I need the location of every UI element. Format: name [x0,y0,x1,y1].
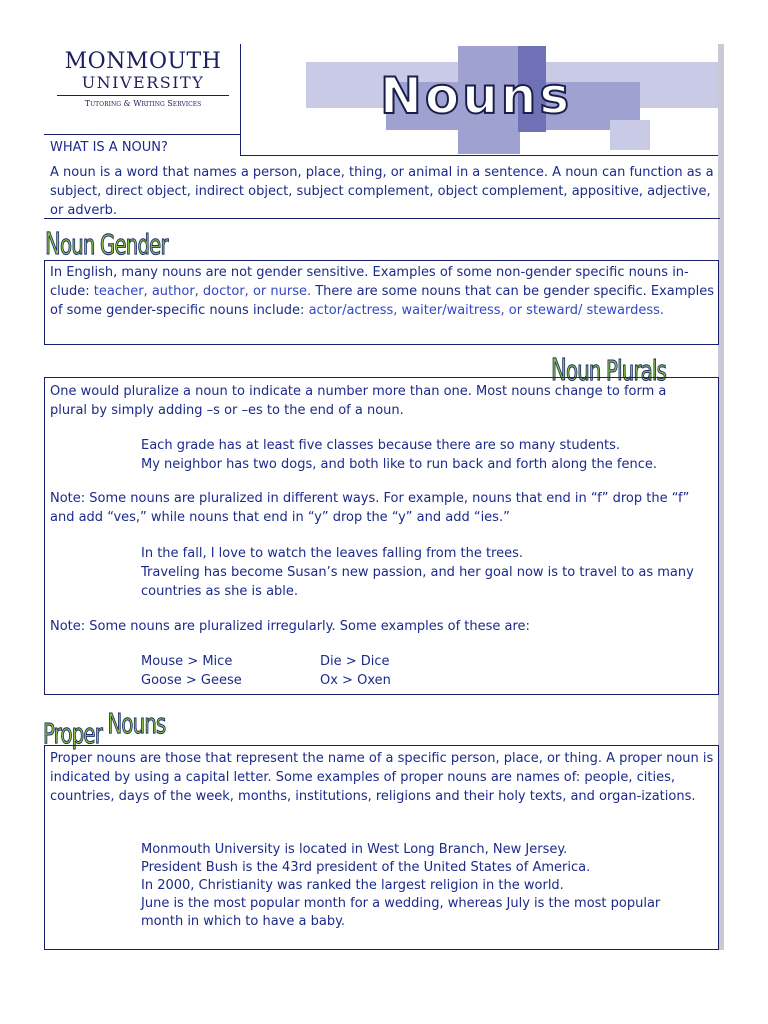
irregular-plural: Ox > Oxen [320,673,391,688]
proper-example: June is the most popular month for a wedding, whereas July is the most popular [141,896,661,911]
irregular-plural: Die > Dice [320,654,390,669]
plurals-note-2: Note: Some nouns are pluralized irregularly. Some examples of these are: [50,619,530,634]
plurals-note-1: Note: Some nouns are pluralized in different ways. For example, nouns that end in “f” drop the “f” and add “ves,” while nouns that end in “y” drop the “y” and add “ies.” [50,491,690,525]
university-logo [46,50,240,122]
noun-plurals-heading: Noun Plurals [551,353,667,388]
proper-example: month in which to have a baby. [141,914,346,929]
proper-example: Monmouth University is located in West Long Branch, New Jersey. [141,842,568,857]
irregular-plural: Goose > Geese [141,673,242,688]
plural-example: Traveling has become Susan’s new passion, and her goal now is to travel to as many [141,565,694,580]
plurals-intro-text: One would pluralize a noun to indicate a number more than one. Most nouns change to form a plural by simply adding –s or –es to the end of a noun. [50,384,667,418]
intro-bottom-rule [44,218,720,219]
proper-example: President Bush is the 43rd president of the United States of America. [141,860,591,875]
banner-graphic [300,44,718,154]
intro-heading: WHAT IS A NOUN? [50,140,168,155]
plural-example: Each grade has at least five classes because there are so many students. [141,438,621,453]
banner-block-light-small [610,120,650,150]
header-horizontal-rule [44,134,241,135]
banner-title: Nouns [380,67,573,125]
proper-intro-text: Proper nouns are those that represent the name of a specific person, place, or thing. A proper noun is indicated by using a capital letter. Some examples of proper nouns are names of: people, cities, countries, days of the week, months, institutions, religions and their holy texts, and organ-izations. [50,751,714,804]
proper-example: In 2000, Christianity was ranked the largest religion in the world. [141,878,564,893]
header-vertical-rule [240,44,241,156]
noun-gender-text: In English, many nouns are not gender sensitive. Examples of some non-gender specific nouns in-clude: teacher, author, doctor, or nurse. There are some nouns that can be gender specific. Examples of some gender-specific nouns include: actor/actress, waiter/waitress, or steward/ stewardess. [50,265,715,318]
header-bottom-rule [240,155,718,156]
plural-example: My neighbor has two dogs, and both like to run back and forth along the fence. [141,457,657,472]
irregular-plural: Mouse > Mice [141,654,233,669]
noun-gender-heading: Noun Gender [45,227,168,262]
logo-line-2: UNIVERSITY [81,73,205,92]
logo-line-1: MONMOUTH [64,49,222,74]
plural-example: countries as she is able. [141,584,299,599]
proper-nouns-heading: Proper Nouns [43,707,166,750]
plural-example: In the fall, I love to watch the leaves falling from the trees. [141,546,524,561]
noun-plurals-box [44,377,719,695]
logo-line-3: Tutoring & Writing Services [84,99,202,108]
logo-rule [57,95,229,96]
intro-text: A noun is a word that names a person, place, thing, or animal in a sentence. A noun can function as a subject, direct object, indirect object, subject complement, object complement, appositive, adjective, or adverb. [50,165,714,218]
